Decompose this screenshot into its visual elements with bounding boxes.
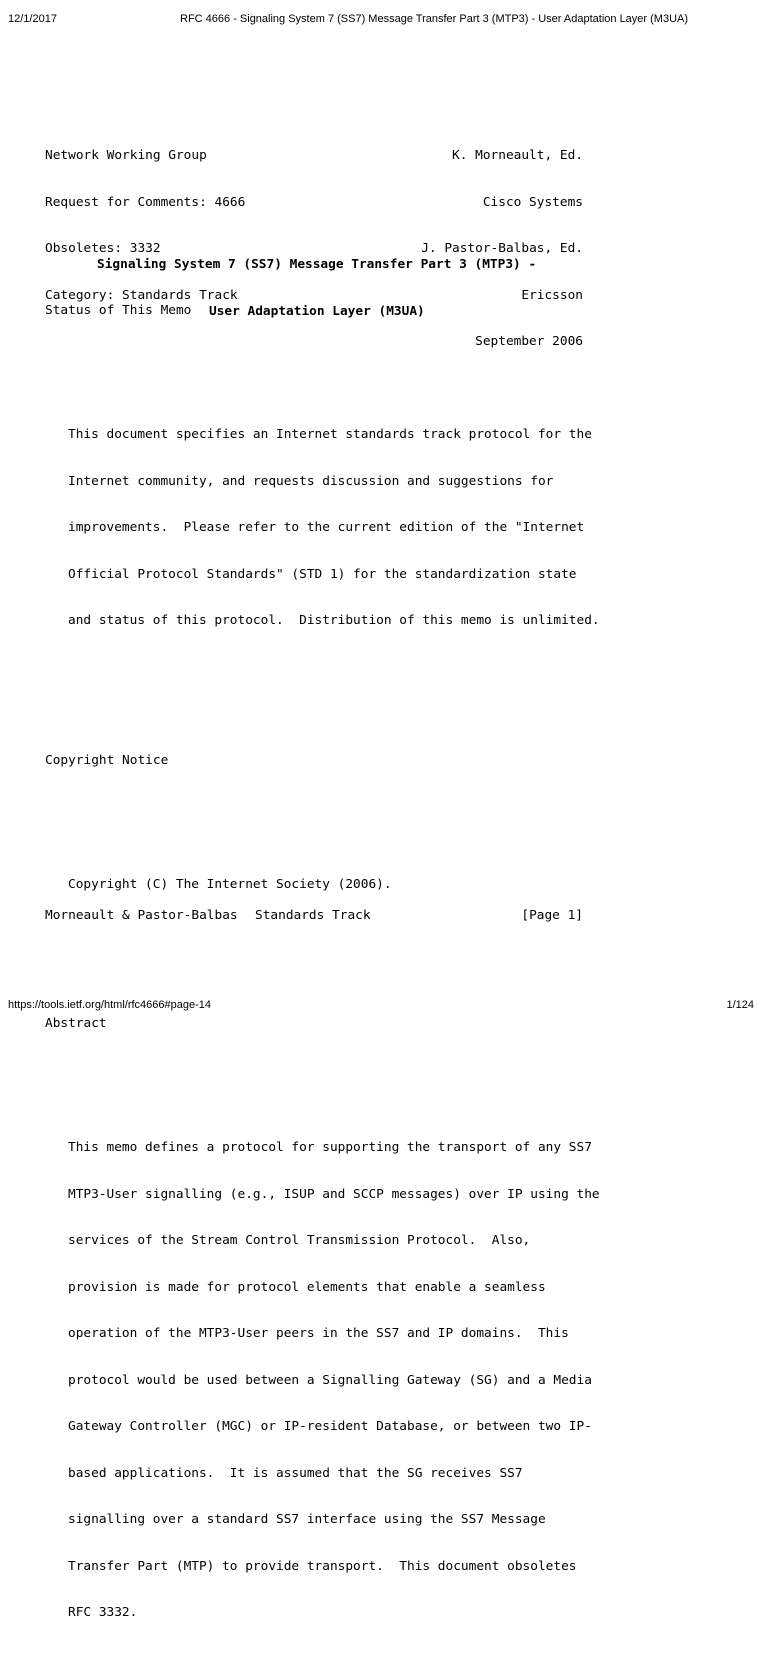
print-page-title: RFC 4666 - Signaling System 7 (SS7) Message Transfer Part 3 (MTP3) - User Adaptation Layer (M3UA) (180, 13, 689, 25)
text-line: MTP3-User signalling (e.g., ISUP and SCCP messages) over IP using the (68, 1186, 600, 1202)
section-heading-status: Status of This Memo (45, 303, 192, 318)
text-line: Gateway Controller (MGC) or IP-resident Database, or between two IP- (68, 1419, 592, 1434)
document-body (45, 272, 600, 1667)
header-right: K. Morneault, Ed. (452, 148, 583, 163)
header-left: Category: Standards Track (45, 287, 238, 303)
text-line: provision is made for protocol elements that enable a seamless (68, 1279, 546, 1295)
header-left: Obsoletes: 3332 (45, 241, 161, 256)
text-line: protocol would be used between a Signalling Gateway (SG) and a Media (68, 1372, 592, 1388)
text-line: improvements. Please refer to the current edition of the "Internet (68, 520, 585, 535)
header-row (45, 148, 583, 164)
header-left: Network Working Group (45, 148, 207, 163)
header-row (45, 195, 583, 211)
header-right: Cisco Systems (482, 194, 583, 210)
footer-authors: Morneault & Pastor-Balbas (45, 908, 238, 923)
footer-status: Standards Track (255, 908, 371, 923)
text-line: RFC 3332. (68, 1605, 138, 1620)
section-heading-copyright: Copyright Notice (45, 752, 169, 768)
text-line: operation of the MTP3-User peers in the SS7 and IP domains. This (68, 1326, 569, 1341)
text-line: services of the Stream Control Transmission Protocol. Also, (68, 1233, 531, 1248)
text-line: This document specifies an Internet standards track protocol for the (68, 427, 592, 442)
status-paragraph (45, 396, 600, 660)
text-line: based applications. It is assumed that the SG receives SS7 (68, 1465, 523, 1481)
text-line: signalling over a standard SS7 interface using the SS7 Message (68, 1512, 546, 1527)
text-line: Copyright (C) The Internet Society (2006). (68, 876, 392, 892)
print-url: https://tools.ietf.org/html/rfc4666#page-14 (8, 999, 212, 1011)
abstract-paragraph (45, 1109, 600, 1652)
header-left: Request for Comments: 4666 (45, 194, 246, 210)
header-right: J. Pastor-Balbas, Ed. (421, 241, 583, 256)
print-page-count: 1/124 (726, 999, 754, 1011)
header-right: September 2006 (475, 334, 583, 349)
title-line: Signaling System 7 (SS7) Message Transfer Part 3 (MTP3) - (97, 257, 537, 272)
text-line: Internet community, and requests discussion and suggestions for (68, 473, 554, 489)
header-right: Ericsson (521, 287, 583, 303)
section-heading-abstract: Abstract (45, 1016, 107, 1031)
footer-page-number: [Page 1] (521, 908, 583, 923)
rfc-page-footer (45, 908, 583, 924)
text-line: and status of this protocol. Distribution of this memo is unlimited. (68, 613, 600, 628)
text-line: This memo defines a protocol for supporting the transport of any SS7 (68, 1140, 592, 1155)
title-line: User Adaptation Layer (M3UA) (209, 303, 425, 319)
print-date: 12/1/2017 (8, 13, 57, 25)
text-line: Transfer Part (MTP) to provide transport. This document obsoletes (68, 1558, 577, 1574)
text-line: Official Protocol Standards" (STD 1) for the standardization state (68, 566, 577, 582)
